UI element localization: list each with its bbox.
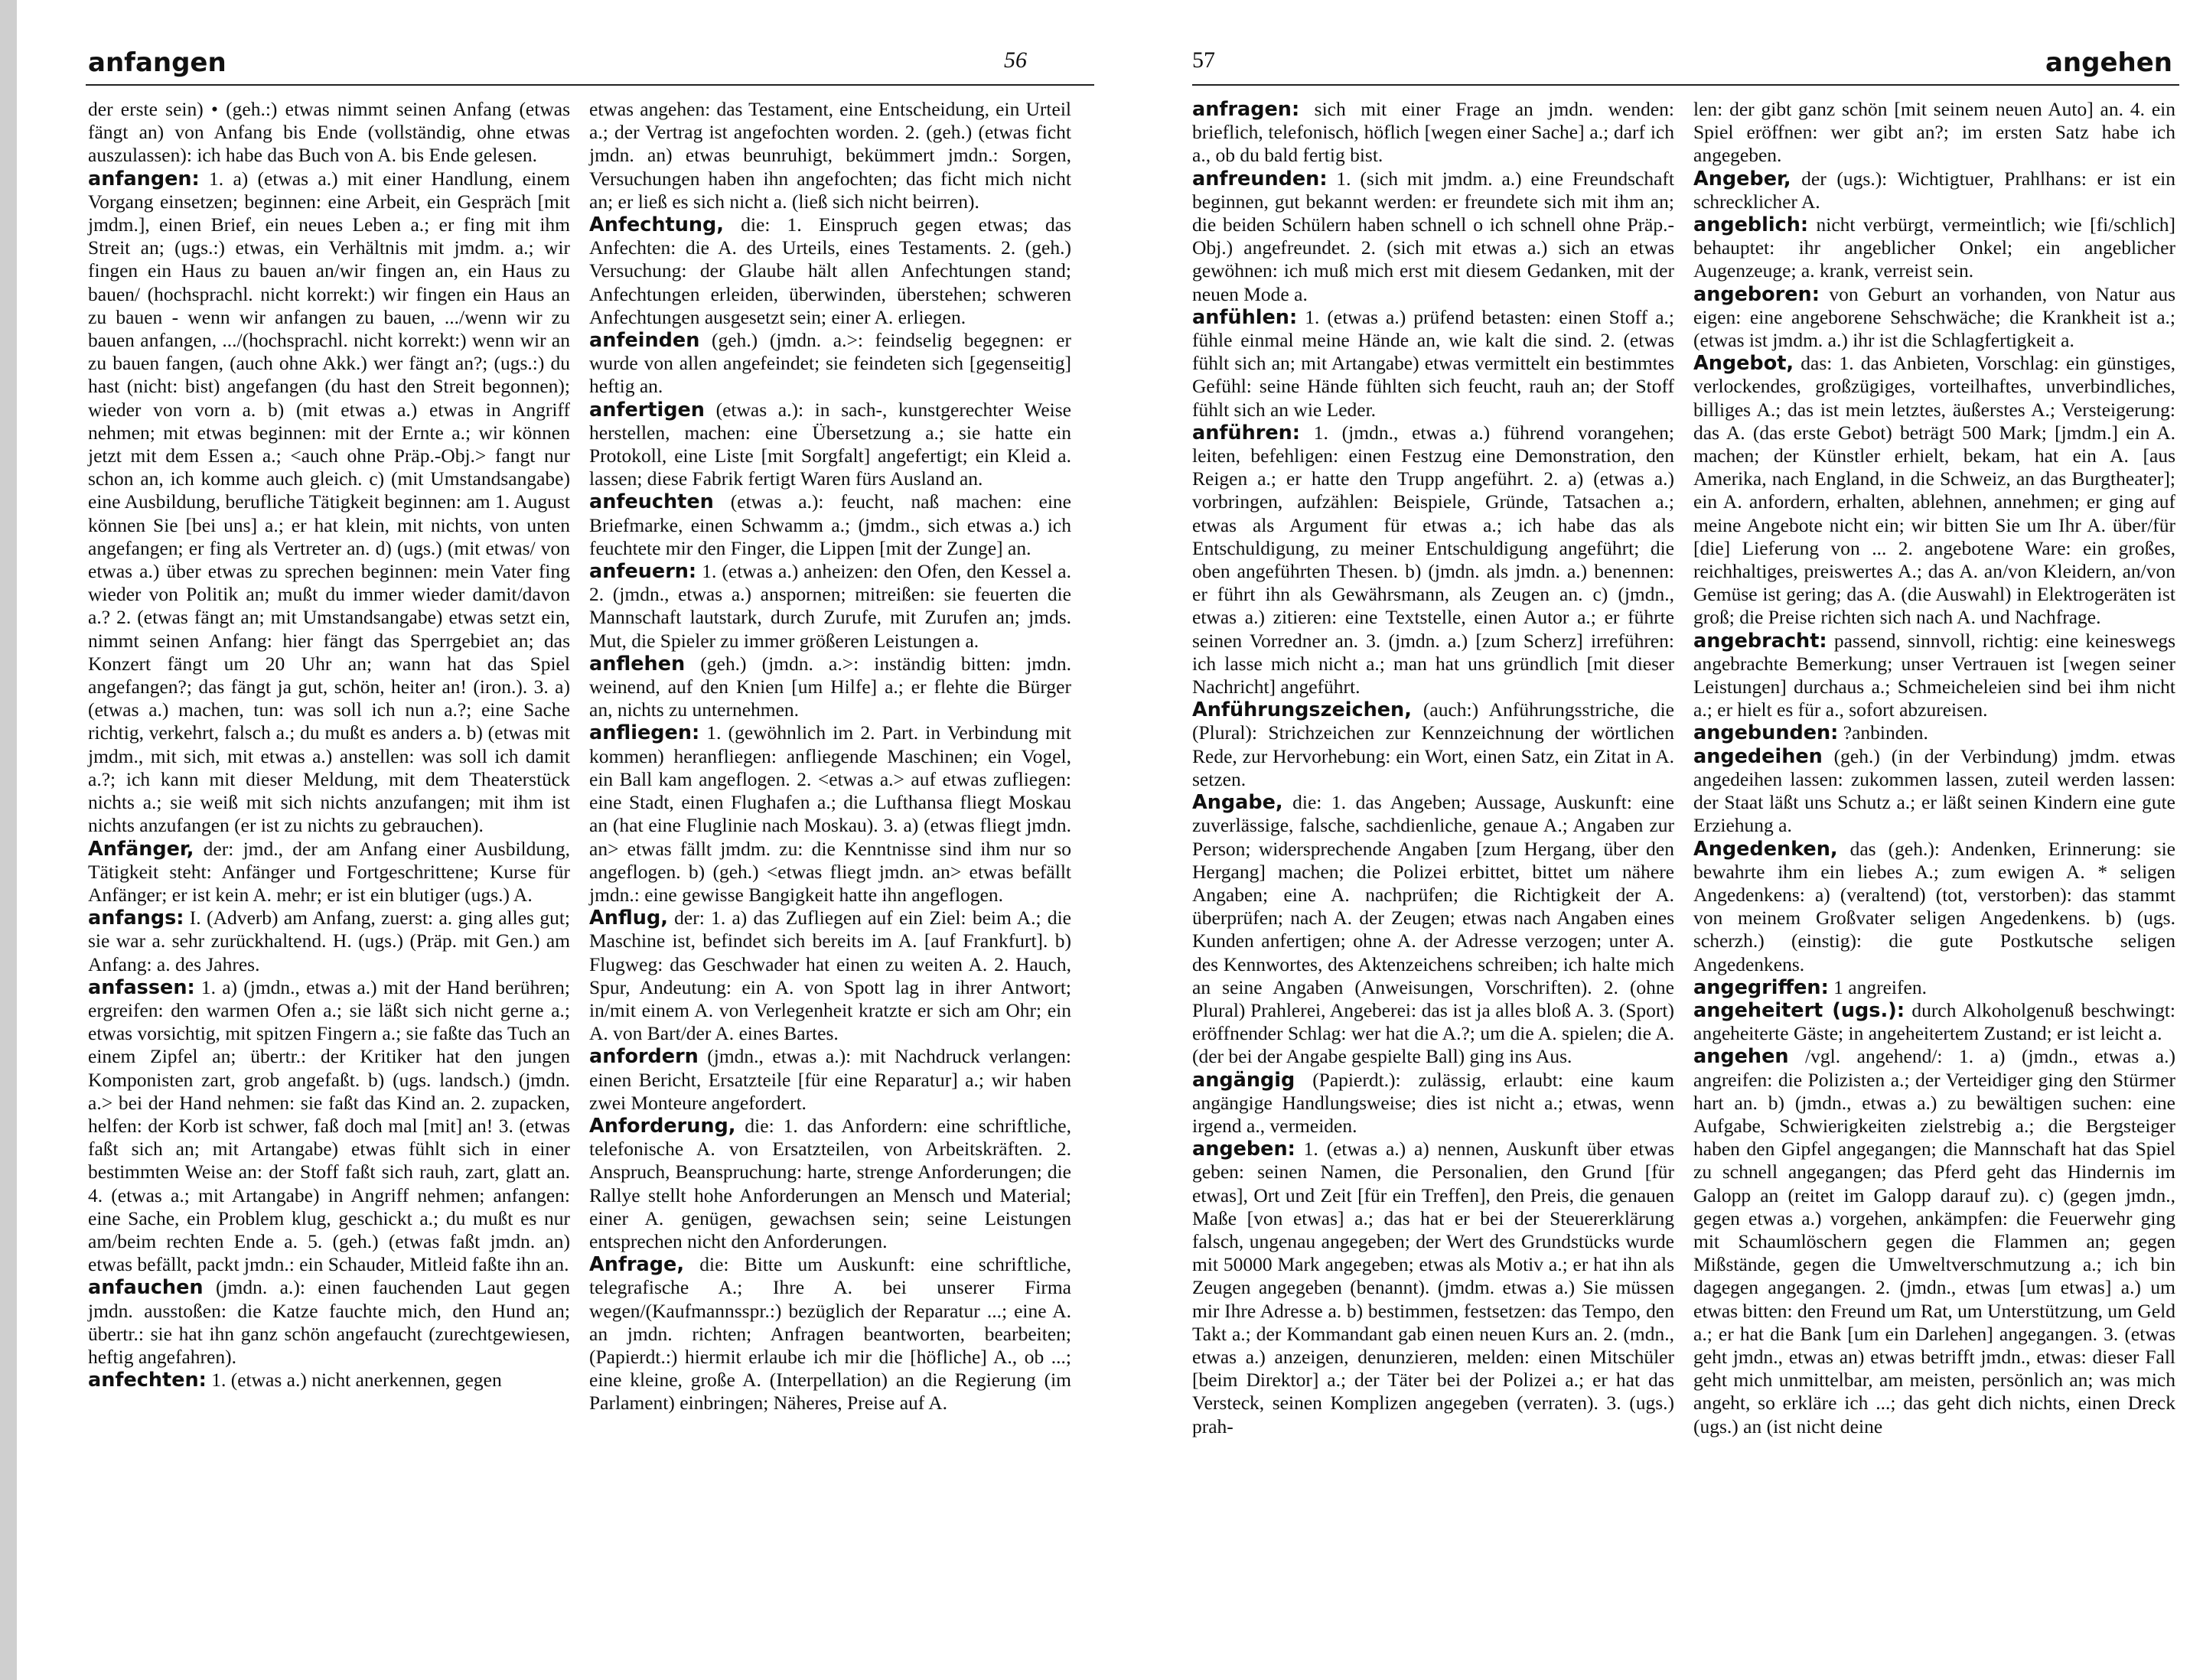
right-running-head: angehen (2045, 47, 2172, 78)
entry-headword: Angeber, (1693, 167, 1791, 190)
dictionary-entry (1693, 721, 2175, 744)
entry-headword: anfangen: (88, 167, 200, 190)
dictionary-entry (589, 1045, 1071, 1115)
right-column-2 (1693, 98, 2175, 1438)
entry-headword: anfassen: (88, 975, 195, 999)
dictionary-entry (88, 838, 570, 907)
entry-body: 1. (etwas a.) prüfend betasten: einen Stoff a.; fühle einmal meine Hände an, wie kalt die sind. 2. (etwas fühlt sich an; mit Artangabe) etwas vermittelt ein bestimmtes Gefühl: seine Hände fühlten sich feucht, rauh an; der Stoff fühlt sich an wie Leder. (1192, 305, 1674, 421)
entry-body: 1. (etwas a.) a) nennen, Auskunft über etwas geben: seinen Namen, die Personalien, den Grund [für etwas], Ort und Zeit [für ein Treffen], den Preis, die genauen Maße [von etwas] a.; das hat er bei der Steuererklärung falsch, ungenau angegeben; der Wert des Grundstücks wurde mit 50000 Mark angegeben; etwas als Motiv a.; er hat ihn als Zeugen angegeben (benannt). (jmdm. etwas a.) Sie müssen mir Ihre Adresse a. b) bestimmen, festsetzen: das Tempo, den Takt a.; der Kommandant gab einen neuen Kurs an. 2. (mdn., etwas a.) anzeigen, denunzieren, melden: einen Mitschüler [beim Direktor] a.; der Täter bei der Polizei a.; er hat das Versteck, seinen Komplizen angegeben (verraten). 3. (ugs.) prah- (1192, 1138, 1674, 1437)
dictionary-entry (589, 98, 1071, 213)
entry-headword: anfühlen: (1192, 305, 1298, 329)
right-page (1163, 0, 2203, 1680)
dictionary-entry (1192, 306, 1674, 422)
entry-headword: Anflug, (589, 907, 668, 930)
entry-headword: Anfrage, (589, 1253, 685, 1277)
entry-headword: anflehen (589, 652, 686, 676)
dictionary-entry (88, 907, 570, 976)
entry-body: (geh.) (in der Verbindung) jmdm. etwas angedeihen lassen: zukommen lassen, zuteil werden lassen: der Staat läßt uns Schutz a.; er läßt seinen Kindern eine gute Erziehung a. (1693, 744, 2175, 837)
entry-body: sich mit einer Frage an jmdn. wenden: brieflich, telefonisch, höflich [wegen einer Sache] a.; darf ich a., ob du bald fertig bist. (1192, 98, 1674, 167)
entry-body: (etwas a.): feucht, naß machen: eine Briefmarke, einen Schwamm a.; (jmdm., sich etwas a.) ich feuchtete mir den Finger, die Lippen [mit der Zunge] an. (589, 490, 1071, 559)
entry-body: I. (Adverb) am Anfang, zuerst: a. ging alles gut; sie war a. sehr zurückhaltend. H. (ugs.) (Präp. mit Gen.) am Anfang: a. des Jahres. (88, 907, 570, 975)
entry-headword: anfangs: (88, 907, 184, 930)
dictionary-entry (1192, 98, 1674, 168)
dictionary-entry (1693, 630, 2175, 722)
entry-body: durch Alkoholgenuß beschwingt: angeheiterte Gäste; in angeheitertem Zustand; er ist leicht a. (1693, 998, 2175, 1045)
entry-body: 1. (jmdn., etwas a.) führend vorangehen; leiten, befehligen: einen Festzug eine Demonstration, den Reigen a.; er hatte den Trupp angeführt. 2. a) (etwas a.) vorbringen, aufzählen: Beispiele, Gründe, Tatsachen a.; etwas als Argument für etwas a.; ich habe das als Entschuldigung, zu meiner Entschuldigung angeführt; die oben angeführten Thesen. b) (jmdn. als jmdn. a.) benennen: er führt ihn als Gewährsmann, als Zeugen an. c) (jmdn., etwas a.) zitieren: eine Textstelle, einen Autor a.; er führte seinen Vorredner an. 3. (jmdn. a.) [zum Scherz] irreführen: ich lasse mich nicht a.; man hat uns gründlich [mit dieser Nachricht] angeführt. (1192, 421, 1674, 698)
entry-body: (jmdn. a.): einen fauchenden Laut gegen jmdn. ausstoßen: die Katze fauchte mich, den Hund an; übertr.: sie hat ihn ganz schön angefaucht (zurechtgewiesen, heftig angefahren). (88, 1276, 570, 1368)
entry-body: 1 angreifen. (1828, 975, 1927, 998)
entry-body: ?anbinden. (1838, 721, 1928, 744)
entry-body: 1. a) (etwas a.) mit einer Handlung, einem Vorgang einsetzen; beginnen: eine Arbeit, ein Gespräch [mit jmdm.], einen Brief, ein neues Leben a.; er fing mit ihm Streit an; (ugs.:) etwas, ein Verhältnis mit jmdm. a.; wir fingen ein Haus zu bauen an/wir fingen an, ein Haus zu bauen/ (hochsprachl. nicht korrekt:) wir fingen ein Haus an zu bauen - wenn wir anfangen zu bauen, .../wenn wir zu bauen anfangen, .../(hochsprachl. nicht korrekt:) wenn wir an zu bauen fangen, (auch ohne Akk.) wer fängt an?; (ugs.:) du hast (nicht: bist) angefangen (du hast den Streit begonnen); wieder von vorn a. b) (mit etwas a.) etwas in Angriff nehmen; mit etwas beginnen: mit der Ernte a.; wir können jetzt mit dem Essen a.; <auch ohne Präp.-Obj.> fangt nur schon an, ich komme auch gleich. c) (mit Umstandsangabe) eine Ausbildung, berufliche Tätigkeit beginnen: am 1. August können Sie [bei uns] a.; er hat klein, mit nichts, von unten angefangen; er fing als Vertreter an. d) (ugs.) (mit etwas/ von etwas a.) über etwas zu sprechen beginnen: mein Vater fing wieder von Politik an; mußt du immer wieder damit/davon a.? 2. (etwas fängt an; mit Umstandsangabe) etwas setzt ein, nimmt seinen Anfang: hier fängt das Sperrgebiet an; das Konzert fängt um 20 Uhr an; wann hat das Spiel angefangen?; das fängt ja gut, schön, heiter an! (iron.). 3. a) (etwas a.) machen, tun: was soll ich nun a.?; eine Sache richtig, verkehrt, falsch a.; du mußt es anders a. b) (etwas mit jmdm., mit sich, mit etwas a.) anstellen: was soll ich damit a.?; ich kann mit dieser Meldung, mit dem Theaterstück nichts a.; sie weiß mit sich nichts anzufangen; mit ihm ist nichts anzufangen (er ist zu nichts zu gebrauchen). (88, 167, 570, 837)
entry-body: der erste sein) • (geh.:) etwas nimmt seinen Anfang (etwas fängt an) von Anfang bis Ende (vollständig, ohne etwas auszulassen): ich habe das Buch von A. bis Ende gelesen. (88, 98, 570, 167)
entry-body: (geh.) (jmdn. a.>: inständig bitten: jmdn. weinend, auf den Knien [um Hilfe] a.; er flehte die Bürger an, nichts zu unternehmen. (589, 652, 1071, 721)
entry-body: /vgl. angehend/: 1. a) (jmdn., etwas a.) angreifen: die Polizisten a.; der Verteidiger ging den Stürmer hart an. b) (jmdn., etwas a.) zu bewältigen suchen: eine Aufgabe, Schwierigkeiten zielstrebig a.; die Bergsteiger haben den Gipfel angegangen; die Mannschaft hat das Spiel zu schnell angegangen; das Pferd geht das Hindernis im Galopp an (reitet im Galopp darauf zu). c) (gegen jmdn., gegen etwas a.) vorgehen, ankämpfen: die Feuerwehr ging mit Schaumlöschern gegen die Flammen an; gegen Mißstände, gegen die Umweltverschmutzung a.; ich bin dagegen angegangen. 2. (jmdn., etwas [um etwas] a.) um etwas bitten: den Freund um Rat, um Unterstützung, um Geld a.; er hat die Bank [um ein Darlehen] angegangen. 3. (etwas geht jmdn., etwas an) etwas betrifft jmdn., etwas: dieser Fall geht mich unmittelbar, am meisten, persönlich an; was mich angeht, so erkläre ich ...; das geht dich nichts, einen Dreck (ugs.) an (ist nicht deine (1693, 1045, 2175, 1437)
entry-headword: anfragen: (1192, 98, 1300, 121)
entry-headword: anfeuchten (589, 490, 714, 514)
entry-headword: anfreunden: (1192, 167, 1328, 190)
entry-headword: angegriffen: (1693, 975, 1829, 999)
entry-headword: angebunden: (1693, 721, 1839, 745)
right-header-rule (1192, 84, 2179, 86)
entry-body: passend, sinnvoll, richtig: eine keineswegs angebrachte Bemerkung; unser Vertrauen ist [wegen seiner Leistungen] durchaus a.; Schmeicheleien sind bei ihm nicht a.; er hielt es für a., sofort abzureisen. (1693, 629, 2175, 721)
dictionary-entry (1693, 213, 2175, 283)
dictionary-entry (589, 399, 1071, 491)
dictionary-entry (88, 1369, 570, 1392)
left-page (17, 0, 1103, 1680)
entry-body: 1. (etwas a.) nicht anerkennen, gegen (206, 1369, 502, 1392)
entry-headword: anfeuern: (589, 560, 697, 584)
entry-body: das: 1. das Anbieten, Vorschlag: ein günstiges, verlockendes, großzügiges, vorteilhaftes, unverbindliches, billiges A.; das ist mein letztes, äußerstes A.; Versteigerung: das A. (das erste Gebot) beträgt 500 Mark; [jmdm.] ein A. machen; der Künstler erhielt, bekam, hat ein A. [aus Amerika, nach England, in die Schweiz, an das Burgtheater]; ein A. anfordern, erhalten, ablehnen, annehmen; er ging auf meine Angebote nicht ein; wir bitten Sie um Ihr A. über/für [die] Lieferung von ... 2. angebotene Ware: ein großes, reichhaltiges, preiswertes A.; das A. an/von Kleidern, an/von Gemüse ist gering; das A. (die Auswahl) in Elektrogeräten ist groß; die Preise richten sich nach A. und Nachfrage. (1693, 352, 2175, 629)
dictionary-entry (1693, 1045, 2175, 1437)
entry-body: (etwas a.): in sach-, kunstgerechter Weise herstellen, machen: eine Übersetzung a.; sie hatte ein Protokoll, eine Liste [mit Sorgfalt] angefertigt; ein Kleid a. lassen; diese Fabrik fertigt Waren fürs Ausland an. (589, 398, 1071, 490)
entry-headword: anfechten: (88, 1369, 207, 1392)
entry-headword: angebracht: (1693, 629, 1827, 653)
entry-body: nicht verbürgt, vermeintlich; wie [fi/schlich] behauptet: ihr angeblicher Onkel; ein angeblicher Augenzeuge; a. krank, verreist sein. (1693, 213, 2175, 282)
dictionary-entry (1693, 352, 2175, 629)
dictionary-entry (1192, 1138, 1674, 1438)
entry-body: (geh.) (jmdn. a.>: feindselig begegnen: er wurde von allen angefeindet; sie feindeten sich [gegenseitig] heftig an. (589, 329, 1071, 398)
entry-body: das (geh.): Andenken, Erinnerung: sie bewahrte ihm ein liebes A.; zum ewigen A. * seligen Angedenkens: a) (veraltend) (tot, verstorben): das stammt von meinem Großvater seligen Angedenkens. b) (ugs. scherzh.) (einstig): die gute Postkutsche seligen Angedenkens. (1693, 837, 2175, 975)
dictionary-entry (589, 653, 1071, 722)
right-column-1 (1192, 98, 1674, 1438)
dictionary-entry (589, 329, 1071, 399)
entry-body: der: jmd., der am Anfang einer Ausbildung, Tätigkeit steht: Anfänger und Fortgeschrittene; Kurse für Anfänger; er ist kein A. mehr; er ist ein blutiger (ugs.) A. (88, 837, 570, 906)
entry-body: 1. (etwas a.) anheizen: den Ofen, den Kessel a. 2. (jmdn., etwas a.) anspornen; mitreißen: sie feuerten die Mannschaft lautstark, durch Zurufe, mit Zurufen an; jmds. Mut, die Spieler zu immer größeren Leistungen a. (589, 560, 1071, 652)
entry-headword: Anfänger, (88, 837, 194, 861)
dictionary-entry (88, 98, 570, 168)
entry-headword: anfeinden (589, 329, 700, 353)
dictionary-entry (589, 1253, 1071, 1415)
dictionary-entry (1693, 976, 2175, 999)
dictionary-entry (1192, 791, 1674, 1068)
entry-headword: anfordern (589, 1045, 699, 1069)
dictionary-entry (1693, 168, 2175, 213)
entry-headword: angeboren: (1693, 282, 1820, 306)
left-header-rule (86, 84, 1094, 86)
dictionary-entry (1693, 283, 2175, 353)
dictionary-entry (589, 907, 1071, 1045)
dictionary-entry (1693, 745, 2175, 838)
entry-headword: anfliegen: (589, 721, 700, 745)
entry-headword: anfauchen (88, 1276, 204, 1300)
entry-headword: angehen (1693, 1045, 1789, 1069)
entry-headword: Anfechtung, (589, 213, 724, 237)
entry-headword: angängig (1192, 1068, 1295, 1092)
left-running-head: anfangen (88, 47, 226, 78)
entry-headword: angeblich: (1693, 213, 1809, 237)
entry-body: (auch:) Anführungsstriche, die (Plural): Strichzeichen zur Kennzeichnung der wörtlichen Rede, zur Hervorhebung: ein Wort, einen Satz, ein Zitat in A. setzen. (1192, 698, 1674, 790)
dictionary-entry (1693, 838, 2175, 976)
entry-headword: angeben: (1192, 1138, 1295, 1161)
entry-headword: Angabe, (1192, 791, 1283, 815)
entry-headword: anfertigen (589, 398, 705, 422)
dictionary-entry (1192, 422, 1674, 698)
dictionary-entry (1192, 1069, 1674, 1138)
right-page-number: 57 (1192, 47, 1215, 73)
entry-headword: Anforderung, (589, 1114, 736, 1138)
entry-body: die: 1. das Anfordern: eine schriftliche, telefonische A. von Ersatzteilen, von Arbeitskräften. 2. Anspruch, Beanspruchung: harte, strenge Anforderungen; die Rallye stellt hohe Anforderungen an Mensch und Material; einer A. genügen, gewachsen sein; seine Leistungen entsprechen nicht den Anforderungen. (589, 1114, 1071, 1252)
dictionary-entry (589, 490, 1071, 560)
entry-body: (Papierdt.): zulässig, erlaubt: eine kaum angängige Handlungsweise; dies ist nicht a.; etwas, wenn irgend a., vermeiden. (1192, 1068, 1674, 1137)
entry-body: 1. a) (jmdn., etwas a.) mit der Hand berühren; ergreifen: den warmen Ofen a.; sie läßt sich nicht gerne a.; etwas vorsichtig, mit spitzen Fingern a.; sie faßte das Tuch an einem Zipfel an; übertr.: der Kritiker hat den jungen Komponisten zart, grob angefaßt. b) (ugs. landsch.) (jmdn. a.> bei der Hand nehmen: sie faßt das Kind an. 2. zupacken, helfen: der Korb ist schwer, faß doch mal [mit] an! 3. (etwas faßt sich an; mit Artangabe) etwas fühlt sich in einer bestimmten Weise an: der Stoff faßt sich rauh, zart, glatt an. 4. (etwas a.; mit Artangabe) in Angriff nehmen; anfangen: eine Sache, ein Problem klug, geschickt a.; du mußt es nur am/beim rechten Ende a. 5. (geh.) (etwas faßt jmdn. an) etwas befällt, packt jmdn.: ein Schauder, Mitleid faßte ihn an. (88, 975, 570, 1276)
dictionary-entry (1693, 98, 2175, 168)
dictionary-entry (88, 168, 570, 838)
entry-body: die: Bitte um Auskunft: eine schriftliche, telegrafische A.; Ihre A. bei unserer Firma wegen/(Kaufmannsspr.:) bezüglich der Reparatur ...; eine A. an jmdn. richten; Anfragen beantworten, bearbeiten; (Papierdt.:) hiermit erlaube ich mir die [höfliche] A., ob ...; eine kleine, große A. (Interpellation) an die Regierung (im Parlament) einbringen; Näheres, Preise auf A. (589, 1253, 1071, 1415)
left-column-1 (88, 98, 570, 1392)
scan-edge-bar (0, 0, 17, 1680)
dictionary-entry (589, 1115, 1071, 1253)
dictionary-entry (589, 560, 1071, 653)
entry-headword: angedeihen (1693, 744, 1823, 768)
left-page-number: 56 (1004, 47, 1027, 73)
entry-body: len: der gibt ganz schön [mit seinem neuen Auto] an. 4. ein Spiel eröffnen: wer gibt an?; im ersten Satz habe ich angegeben. (1693, 98, 2175, 167)
entry-headword: angeheitert (ugs.): (1693, 998, 1905, 1022)
dictionary-entry (589, 213, 1071, 329)
entry-headword: Angebot, (1693, 352, 1794, 376)
entry-body: (jmdn., etwas a.): mit Nachdruck verlangen: einen Bericht, Ersatzteile [für eine Reparatur] a.; wir haben zwei Monteure angefordert. (589, 1045, 1071, 1114)
entry-body: der (ugs.): Wichtigtuer, Prahlhans: er ist ein schrecklicher A. (1693, 167, 2175, 213)
entry-headword: Anführungszeichen, (1192, 698, 1412, 722)
dictionary-entry (1693, 999, 2175, 1045)
entry-headword: anführen: (1192, 421, 1300, 444)
entry-body: der: 1. a) das Zufliegen auf ein Ziel: beim A.; die Maschine ist, befindet sich bereits im A. [auf Frankfurt]. b) Flugweg: das Geschwader hat einen zu weiten A. 2. Hauch, Spur, Andeutung: ein A. von Spott lag in ihrer Antwort; in/mit einem A. von Verlegenheit kratzte er sich am Ohr; ein A. von Bart/der A. eines Bartes. (589, 907, 1071, 1045)
dictionary-entry (88, 1276, 570, 1369)
entry-body: von Geburt an vorhanden, von Natur aus eigen: eine angeborene Sehschwäche; die Krankheit ist a.; (etwas ist jmdm. a.) ihr ist die Schlagfertigkeit a. (1693, 282, 2175, 352)
dictionary-entry (589, 721, 1071, 907)
entry-headword: Angedenken, (1693, 837, 1838, 861)
entry-body: die: 1. Einspruch gegen etwas; das Anfechten: die A. des Urteils, eines Testaments. 2. (geh.) Versuchung: der Glaube hält allen Anfechtungen stand; Anfechtungen erleiden, überwinden, überstehen; schweren Anfechtungen ausgesetzt sein; einer A. erliegen. (589, 213, 1071, 328)
entry-body: 1. (gewöhnlich im 2. Part. in Verbindung mit kommen) heranfliegen: anfliegende Maschinen; ein Vogel, ein Ball kam angeflogen. 2. <etwas a.> auf etwas zufliegen: eine Stadt, einen Flughafen a.; die Lufthansa fliegt Moskau an (hat eine Fluglinie nach Moskau). 3. a) (etwas fliegt jmdn. an> etwas fällt jmdm. zu: die Kenntnisse sind ihm nur so angeflogen. b) (geh.) <etwas fliegt jmdn. an> etwas befällt jmdn.: eine gewisse Bangigkeit hatte ihn angeflogen. (589, 721, 1071, 906)
dictionary-entry (1192, 698, 1674, 791)
entry-body: etwas angehen: das Testament, eine Entscheidung, ein Urteil a.; der Vertrag ist angefochten worden. 2. (geh.) (etwas ficht jmdn. an) etwas beunruhigt, bekümmert jmdn.: Sorgen, Versuchungen haben ihn angefochten; das ficht mich nicht an; er ließ es sich nicht a. (ließ sich nicht beirren). (589, 98, 1071, 213)
entry-body: die: 1. das Angeben; Aussage, Auskunft: eine zuverlässige, falsche, sachdienliche, genaue A.; Angaben zur Person; widersprechende Angaben [zum Hergang, über den Hergang] machen; die Polizei erbittet, bittet um nähere Angaben; eine A. nachprüfen; die Richtigkeit der A. überprüfen; nach A. der Zeugen; etwas nach Angaben eines Kunden anfertigen; ohne A. der Adresse verzogen; unter A. des Kennwortes, des Aktenzeichens schreiben; ich halte mich an seine Angaben (Anweisungen, Vorschriften). 2. (ohne Plural) Prahlerei, Angeberei: das ist ja alles bloß A. 3. (Sport) eröffnender Schlag: wer hat die A.?; um die A. spielen; die A. (der bei der Angabe gespielte Ball) ging ins Aus. (1192, 791, 1674, 1068)
dictionary-entry (1192, 168, 1674, 306)
entry-body: 1. (sich mit jmdm. a.) eine Freundschaft beginnen, gut bekannt werden: er freundete sich mit ihm an; die beiden Schülern haben schnell o ich schnell ohne Präp.-Obj.) angefreundet. 2. (sich mit etwas a.) sich an etwas gewöhnen: ich muß mich erst mit diesem Gedanken, mit der neuen Mode a. (1192, 167, 1674, 305)
dictionary-entry (88, 976, 570, 1277)
left-column-2 (589, 98, 1071, 1415)
